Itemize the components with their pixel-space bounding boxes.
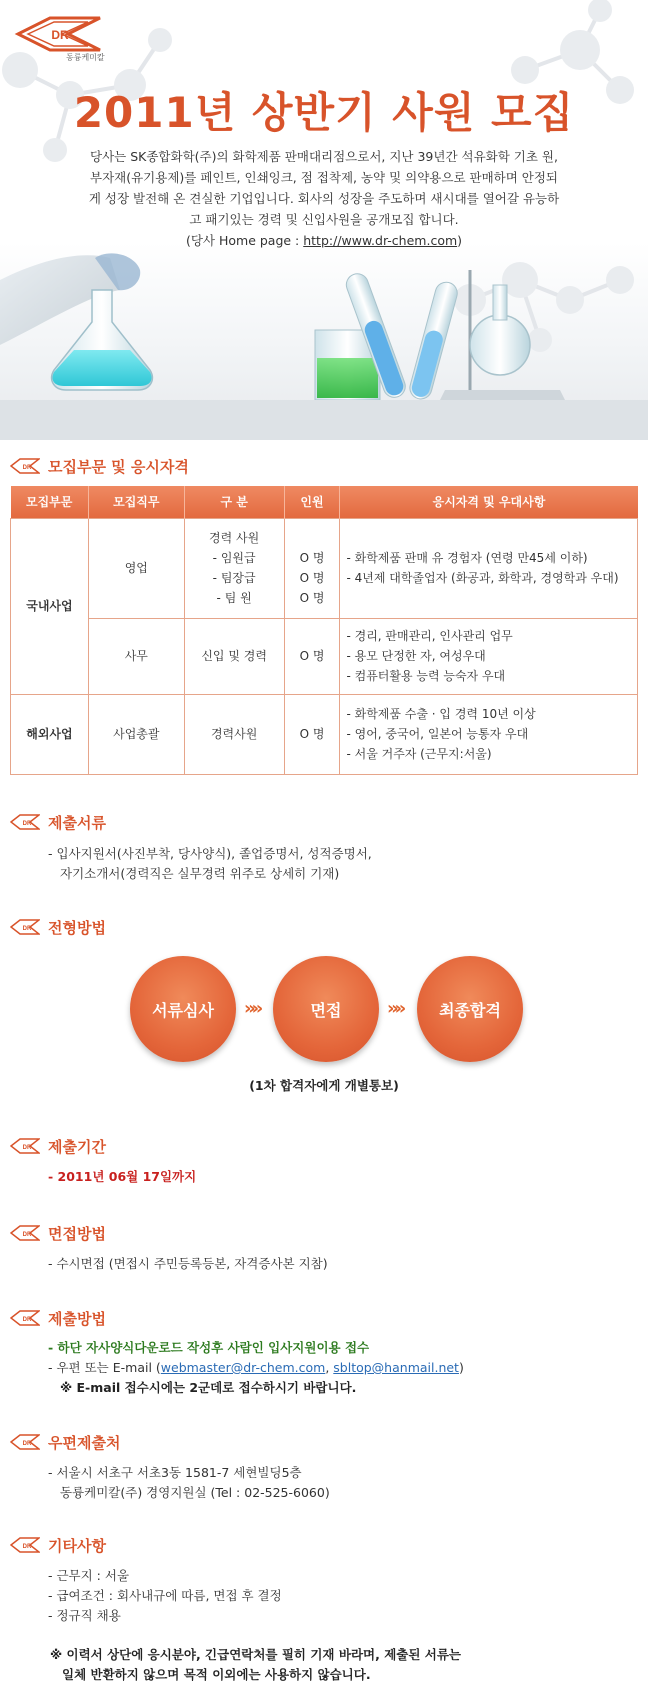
section-title: 제출서류 [48, 813, 106, 832]
svg-text:DR: DR [22, 1145, 32, 1151]
qual-cell: - 화학제품 수출 · 입 경력 10년 이상 - 영어, 중국어, 일본어 능통자 우대 - 서울 거주자 (근무지:서울) [340, 694, 638, 774]
table-row [11, 518, 638, 618]
svg-text:DR: DR [22, 926, 32, 932]
section-title: 제출기간 [48, 1137, 106, 1156]
col-header: 모집부문 [11, 486, 89, 518]
col-header: 인원 [284, 486, 340, 518]
interview-text: - 수시면접 (면접시 주민등록등본, 자격증사본 지참) [48, 1256, 328, 1271]
svg-text:DR: DR [22, 1232, 32, 1238]
hero-banner [0, 0, 648, 440]
email-note: ※ E-mail 접수시에는 2군데로 접수하시기 바랍니다. [60, 1380, 357, 1395]
dept-cell: 국내사업 [11, 518, 89, 694]
count-cell: O 명 [284, 618, 340, 694]
section-header-interview [10, 1221, 106, 1245]
etc-note: ※ 이력서 상단에 응시분야, 긴급연락처를 필히 기재 바라며, 제출된 서류는 일체 반환하지 않으며 목적 이외에는 사용하지 않습니다. [50, 1647, 461, 1682]
homepage-line: (당사 Home page : http://www.dr-chem.com) [185, 233, 463, 248]
section-title: 면접방법 [48, 1224, 106, 1243]
qual-cell: - 화학제품 판매 유 경험자 (연령 만45세 이하) - 4년제 대학졸업자 (화공과, 화학과, 경영학과 우대) [340, 518, 638, 618]
section-title: 제출방법 [48, 1309, 106, 1328]
dr-badge-icon [10, 1434, 40, 1450]
job-cell: 사업총괄 [88, 694, 184, 774]
download-instruction: - 하단 자사양식다운로드 작성후 사람인 입사지원이용 접수 [48, 1340, 370, 1355]
section-header-documents [10, 810, 106, 834]
dr-badge-icon [10, 1138, 40, 1154]
homepage-link[interactable]: http://www.dr-chem.com [303, 233, 458, 248]
process-step-interview: 면접 [273, 956, 379, 1062]
email-line: - 우편 또는 E-mail (webmaster@dr-chem.com, sbltop@hanmail.net) [48, 1360, 464, 1375]
process-notice: (1차 합격자에게 개별통보) [249, 1078, 399, 1093]
dr-badge-icon [10, 458, 40, 474]
process-step-final: 최종합격 [417, 956, 523, 1062]
email-link-sbltop[interactable]: sbltop@hanmail.net [333, 1360, 459, 1375]
intro-line: 기초 원, 부자재(유기용제)를 페인트, 인쇄잉크, 점 접착제, 농약 및 의약용으로 [90, 149, 558, 185]
page-title: 2011년 상반기 사원 모집 [73, 88, 575, 137]
dr-badge-icon [10, 919, 40, 935]
section-header-deadline [10, 1134, 106, 1158]
table-row [11, 694, 638, 774]
section-header-process [10, 915, 106, 939]
category-cell: 경력사원 [184, 694, 284, 774]
recruit-table [10, 486, 638, 775]
svg-text:DR: DR [51, 28, 69, 42]
section-header-recruit [10, 454, 189, 478]
qual-cell: - 경리, 판매관리, 인사관리 업무 - 용모 단정한 자, 여성우대 - 컴퓨터활용 능력 능숙자 우대 [340, 618, 638, 694]
etc-list [48, 1566, 282, 1626]
col-header: 응시자격 및 우대사항 [340, 486, 638, 518]
intro-line: 판매하며 안정되게 성장 발전해 온 견실한 기업입니다. 회사의 성장을 주도하며 [88, 170, 558, 206]
section-title: 기타사항 [48, 1536, 106, 1555]
process-arrow-icon: »» [244, 998, 260, 1019]
list-item: - 급여조건 : 회사내규에 따름, 면접 후 결정 [48, 1588, 282, 1603]
job-cell: 사무 [88, 618, 184, 694]
section-header-etc [10, 1533, 106, 1557]
list-item: - 근무지 : 서울 [48, 1568, 130, 1583]
dr-badge-icon [10, 1310, 40, 1326]
process-arrow-icon: »» [387, 998, 403, 1019]
dr-badge-icon [10, 814, 40, 830]
intro-text [84, 146, 564, 251]
section-title: 모집부문 및 응시자격 [48, 457, 189, 476]
dr-badge-icon [10, 1225, 40, 1241]
table-header-row [11, 486, 638, 518]
documents-text: - 입사지원서(사진부착, 당사양식), 졸업증명서, 성적증명서, 자기소개서(경력직은 실무경력 위주로 상세히 기재) [48, 846, 372, 881]
svg-text:DR: DR [22, 1441, 32, 1447]
svg-text:DR: DR [22, 1317, 32, 1323]
section-header-postal [10, 1430, 120, 1454]
category-cell: 신입 및 경력 [184, 618, 284, 694]
section-header-submit-method [10, 1306, 106, 1330]
intro-line: 새시대를 열어갈 유능하고 패기있는 경력 및 신입사원을 공개모집 합니다. [189, 191, 560, 227]
dept-cell: 해외사업 [11, 694, 89, 774]
company-name: 동륭케미칼 [66, 53, 105, 62]
email-link-webmaster[interactable]: webmaster@dr-chem.com [160, 1360, 326, 1375]
svg-text:DR: DR [22, 1544, 32, 1550]
job-cell: 영업 [88, 518, 184, 618]
section-title: 전형방법 [48, 918, 106, 937]
col-header: 모집직무 [88, 486, 184, 518]
svg-text:DR: DR [22, 821, 32, 827]
col-header: 구 분 [184, 486, 284, 518]
count-cell: O 명 [284, 694, 340, 774]
dr-badge-icon [10, 1537, 40, 1553]
postal-text: - 서울시 서초구 서초3동 1581-7 세현빌딩5층 동륭케미칼(주) 경영지원실 (Tel : 02-525-6060) [48, 1465, 330, 1500]
count-cell: O 명 O 명 O 명 [284, 518, 340, 618]
process-step-document-review: 서류심사 [130, 956, 236, 1062]
svg-text:DR: DR [22, 465, 32, 471]
intro-line: 당사는 SK종합화학(주)의 화학제품 판매대리점으로서, 지난 39년간 석유화학 [90, 149, 510, 164]
list-item: - 정규직 채용 [48, 1608, 121, 1623]
category-cell: 경력 사원 - 임원급 - 팀장급 - 팀 원 [184, 518, 284, 618]
deadline-text: - 2011년 06월 17일까지 [48, 1169, 197, 1184]
submit-method-text [48, 1338, 464, 1398]
lab-illustration [0, 250, 648, 440]
table-row [11, 618, 638, 694]
section-title: 우편제출처 [48, 1433, 121, 1452]
